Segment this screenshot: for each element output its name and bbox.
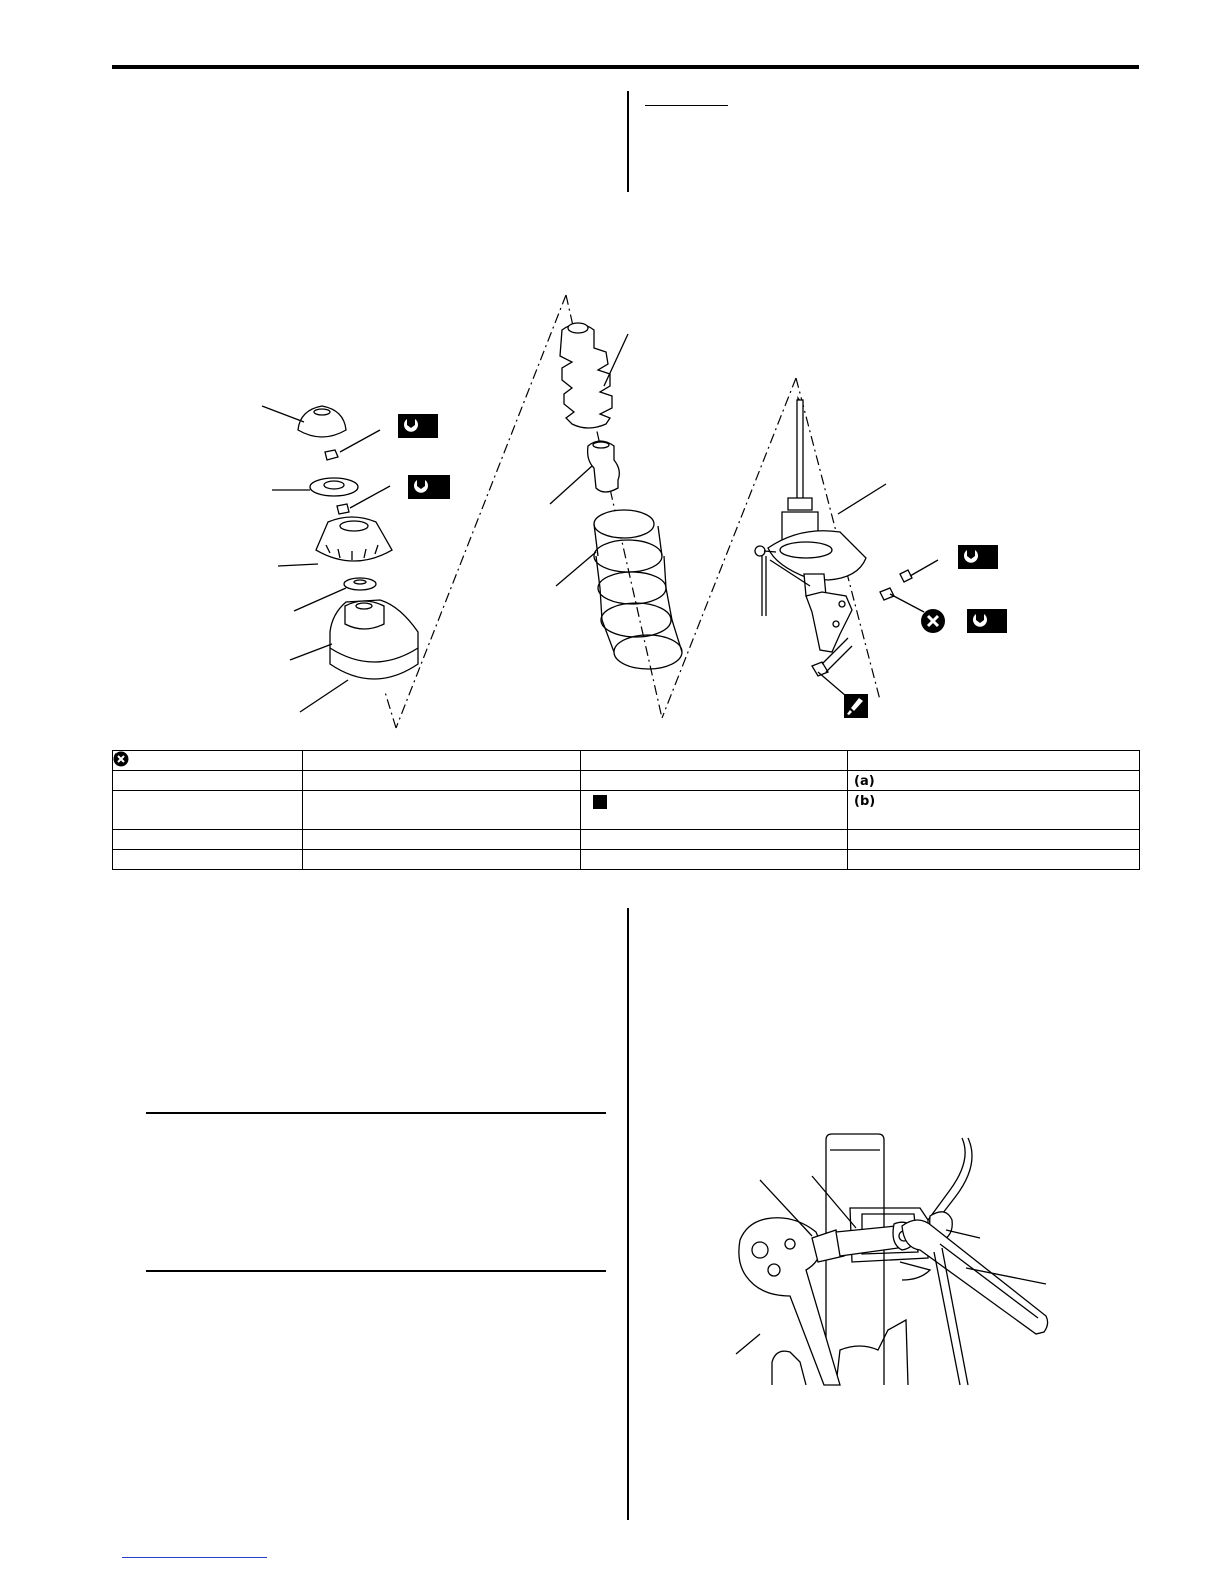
box-wrench [902, 1220, 1048, 1385]
ratchet-wrench [739, 1218, 844, 1385]
page-link-underline[interactable] [122, 1557, 267, 1558]
torque-b-label: (b) [854, 794, 876, 809]
torque-a-label: (a) [854, 773, 875, 789]
